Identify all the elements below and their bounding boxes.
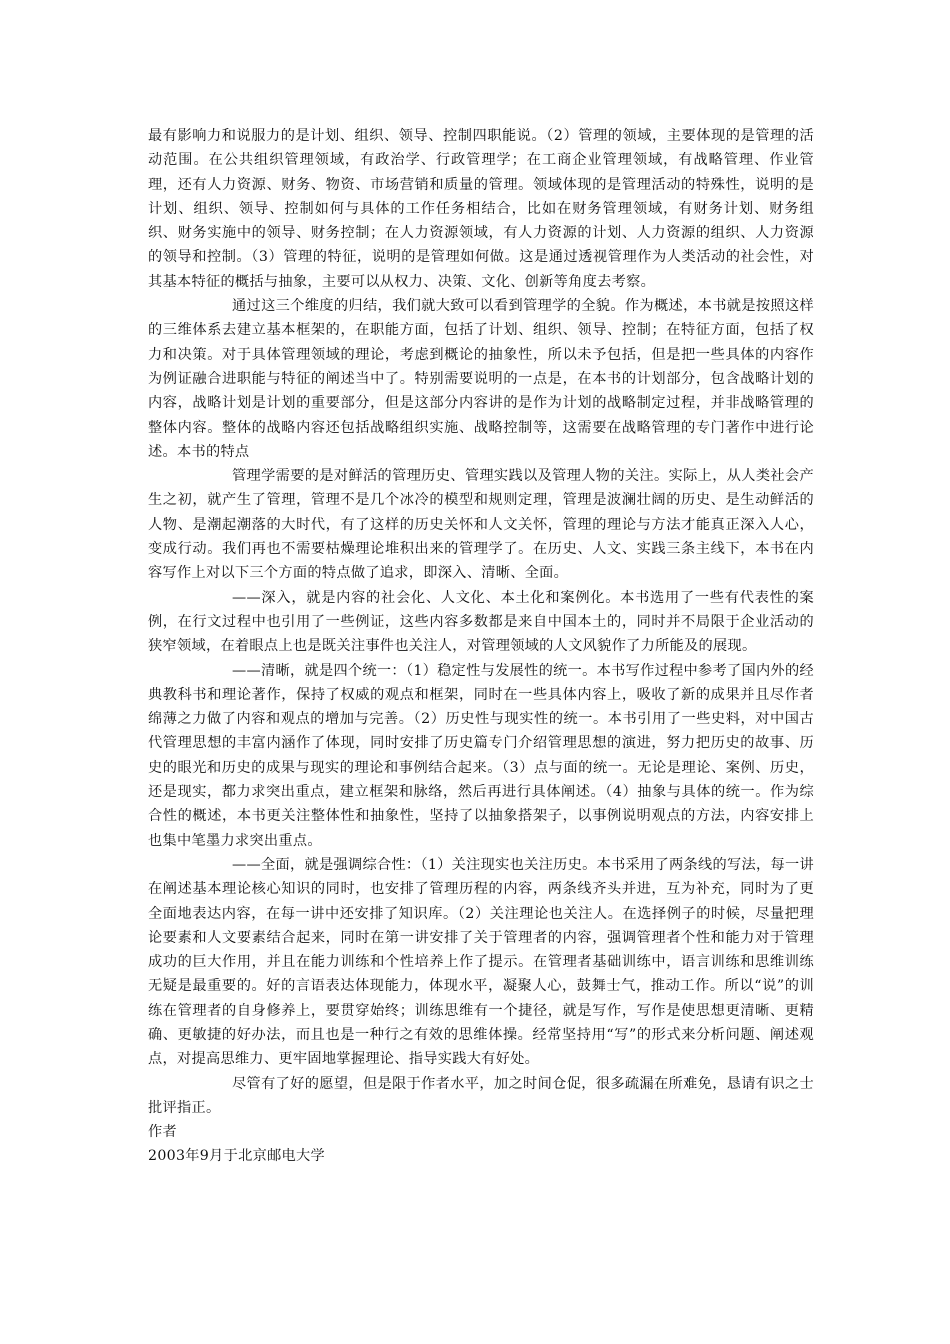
paragraph: 通过这三个维度的归结，我们就大致可以看到管理学的全貌。作为概述，本书就是按照这样的三维体系去建立基本框架的，在职能方面，包括了计划、组织、领导、控制；在特征方面，包括了权力和决策。对于具体管理领域的理论，考虑到概论的抽象性，所以未予包括，但是把一些具体的内容作为例证融合进职能与特征的阐述当中了。特别需要说明的一点是，在本书的计划部分，包含战略计划的内容，战略计划是计划的重要部分，但是这部分内容讲的是作为计划的战略制定过程，并非战略管理的整体内容。整体的战略内容还包括战略组织实施、战略控制等，这需要在战略管理的专门著作中进行论述。本书的特点 [148, 298, 814, 460]
paragraph: 管理学需要的是对鲜活的管理历史、管理实践以及管理人物的关注。实际上，从人类社会产生之初，就产生了管理，管理不是几个冰冷的模型和规则定理，管理是波澜壮阔的历史、是生动鲜活的人物、是潮起潮落的大时代，有了这样的历史关怀和人文关怀，管理的理论与方法才能真正深入人心，变成行动。我们再也不需要枯燥理论堆积出来的管理学了。在历史、人文、实践三条主线下，本书在内容写作上对以下三个方面的特点做了追求，即深入、清晰、全面。 [148, 468, 814, 582]
paragraph: 尽管有了好的愿望，但是限于作者水平，加之时间仓促，很多疏漏在所难免，恳请有识之士批评指正。 [148, 1075, 814, 1116]
paragraph-continuation: 最有影响力和说服力的是计划、组织、领导、控制四职能说。（2）管理的领域，主要体现的是管理的活动范围。在公共组织管理领域，有政治学、行政管理学；在工商企业管理领域，有战略管理、作业管理，还有人力资源、财务、物资、市场营销和质量的管理。领域体现的是管理活动的特殊性，说明的是计划、组织、领导、控制如何与具体的工作任务相结合，比如在财务管理领域，有财务计划、财务组织、财务实施中的领导、财务控制；在人力资源领域，有人力资源的计划、人力资源的组织、人力资源的领导和控制。（3）管理的特征，说明的是管理如何做。这是通过透视管理作为人类活动的社会性，对其基本特征的概括与抽象，主要可以从权力、决策、文化、创新等角度去考察。 [148, 128, 814, 290]
preface-body [148, 124, 814, 1169]
paragraph: ——全面，就是强调综合性：（1）关注现实也关注历史。本书采用了两条线的写法，每一讲在阐述基本理论核心知识的同时，也安排了管理历程的内容，两条线齐头并进，互为补充，同时为了更全面地表达内容，在每一讲中还安排了知识库。（2）关注理论也关注人。在选择例子的时候，尽量把理论要素和人文要素结合起来，同时在第一讲安排了关于管理者的内容，强调管理者个性和能力对于管理成功的巨大作用，并且在能力训练和个性培养上作了提示。在管理者基础训练中，语言训练和思维训练无疑是最重要的。好的言语表达体现能力，体现水平，凝聚人心，鼓舞士气，推动工作。所以“说”的训练在管理者的自身修养上，要贯穿始终；训练思维有一个捷径，就是写作，写作是使思想更清晰、更精确、更敏捷的好办法，而且也是一种行之有效的思维体操。经常坚持用“写”的形式来分析问题、阐述观点，对提高思维力、更牢固地掌握理论、指导实践大有好处。 [148, 856, 814, 1068]
signature-date-place: 2003年9月于北京邮电大学 [148, 1148, 326, 1165]
signature-author: 作者 [148, 1124, 177, 1141]
paragraph: ——深入，就是内容的社会化、人文化、本土化和案例化。本书选用了一些有代表性的案例，在行文过程中也引用了一些例证，这些内容多数都是来自中国本土的，同时并不局限于企业活动的狭窄领域，在着眼点上也是既关注事件也关注人，对管理领域的人文风貌作了力所能及的展现。 [148, 589, 814, 655]
paragraph: ——清晰，就是四个统一：（1）稳定性与发展性的统一。本书写作过程中参考了国内外的经典教科书和理论著作，保持了权威的观点和框架，同时在一些具体内容上，吸收了新的成果并且尽作者绵薄之力做了内容和观点的增加与完善。（2）历史性与现实性的统一。本书引用了一些史料，对中国古代管理思想的丰富内涵作了体现，同时安排了历史篇专门介绍管理思想的演进，努力把历史的故事、历史的眼光和历史的成果与现实的理论和事例结合起来。（3）点与面的统一。无论是理论、案例、历史，还是现实，都力求突出重点，建立框架和脉络，然后再进行具体阐述。（4）抽象与具体的统一。作为综合性的概述，本书更关注整体性和抽象性，坚持了以抽象搭架子，以事例说明观点的方法，内容安排上也集中笔墨力求突出重点。 [148, 662, 814, 849]
